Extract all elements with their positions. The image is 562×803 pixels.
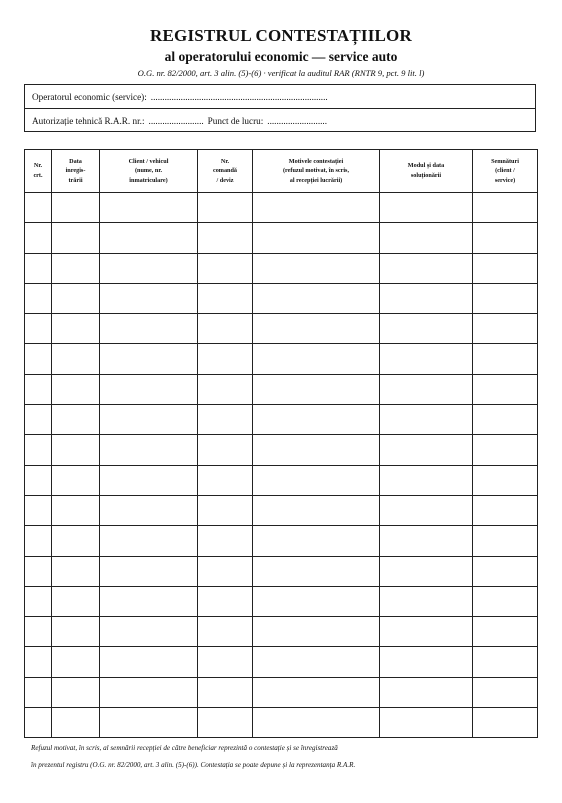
table-cell[interactable] (100, 556, 198, 586)
table-cell[interactable] (380, 253, 473, 283)
table-cell[interactable] (198, 283, 253, 313)
contestations-table (24, 149, 538, 738)
table-cell[interactable] (100, 526, 198, 556)
table-cell[interactable] (25, 526, 52, 556)
table-cell[interactable] (25, 556, 52, 586)
table-cell[interactable] (380, 465, 473, 495)
table-cell[interactable] (52, 405, 100, 435)
table-cell[interactable] (198, 556, 253, 586)
table-row (25, 526, 538, 556)
register-subtitle: al operatorului economic — service auto (164, 49, 398, 64)
table-cell[interactable] (25, 586, 52, 616)
register-title: REGISTRUL CONTESTAȚIILOR (150, 26, 412, 45)
table-cell[interactable] (473, 617, 538, 647)
table-cell[interactable] (100, 223, 198, 253)
table-cell[interactable] (253, 193, 380, 223)
table-cell[interactable] (473, 677, 538, 707)
table-cell[interactable] (380, 314, 473, 344)
table-cell[interactable] (473, 344, 538, 374)
table-cell[interactable] (52, 193, 100, 223)
workpoint-field[interactable]: .......................... (267, 115, 327, 126)
table-cell[interactable] (198, 586, 253, 616)
table-cell[interactable] (100, 708, 198, 738)
operator-info-box (24, 84, 536, 132)
table-cell[interactable] (52, 283, 100, 313)
table-cell[interactable] (100, 495, 198, 525)
table-cell[interactable] (198, 647, 253, 677)
table-cell[interactable] (473, 223, 538, 253)
table-cell[interactable] (100, 435, 198, 465)
table-cell[interactable] (25, 223, 52, 253)
table-row (25, 435, 538, 465)
table-cell[interactable] (253, 586, 380, 616)
table-cell[interactable] (25, 677, 52, 707)
table-cell[interactable] (473, 253, 538, 283)
table-cell[interactable] (380, 193, 473, 223)
column-header-signatures: Semnături (client / service) (473, 150, 538, 193)
footnote-line-1: Refuzul motivat, în scris, al semnării recepției de către beneficiar reprezintă o contestație și se înregistrează (31, 744, 338, 752)
column-header-client-vehicle: Client / vehicul (nume, nr. înmatriculare) (100, 150, 198, 193)
column-header-reasons: Motivele contestației (refuzul motivat, în scris, al recepției lucrării) (253, 150, 380, 193)
table-cell[interactable] (52, 314, 100, 344)
workpoint-label: Punct de lucru: (207, 115, 264, 126)
table-cell[interactable] (25, 253, 52, 283)
table-cell[interactable] (52, 556, 100, 586)
table-cell[interactable] (52, 586, 100, 616)
table-cell[interactable] (52, 253, 100, 283)
table-cell[interactable] (253, 677, 380, 707)
table-cell[interactable] (100, 677, 198, 707)
table-cell[interactable] (198, 405, 253, 435)
table-cell[interactable] (25, 647, 52, 677)
table-cell[interactable] (52, 435, 100, 465)
table-cell[interactable] (100, 253, 198, 283)
table-cell[interactable] (25, 374, 52, 404)
table-cell[interactable] (473, 405, 538, 435)
table-row (25, 374, 538, 404)
table-cell[interactable] (198, 435, 253, 465)
table-cell[interactable] (473, 495, 538, 525)
table-row (25, 556, 538, 586)
table-header-row (25, 150, 538, 193)
table-cell[interactable] (100, 193, 198, 223)
table-cell[interactable] (380, 556, 473, 586)
table-cell[interactable] (473, 708, 538, 738)
table-cell[interactable] (198, 526, 253, 556)
column-header-resolution: Modul și data soluționării (380, 150, 473, 193)
table-cell[interactable] (198, 465, 253, 495)
table-cell[interactable] (100, 586, 198, 616)
table-cell[interactable] (253, 283, 380, 313)
table-row (25, 586, 538, 616)
table-cell[interactable] (473, 465, 538, 495)
table-row (25, 617, 538, 647)
table-cell[interactable] (253, 647, 380, 677)
table-body (25, 193, 538, 738)
table-cell[interactable] (473, 586, 538, 616)
table-cell[interactable] (380, 647, 473, 677)
table-cell[interactable] (52, 344, 100, 374)
table-cell[interactable] (52, 647, 100, 677)
table-row (25, 314, 538, 344)
table-cell[interactable] (473, 435, 538, 465)
table-cell[interactable] (253, 465, 380, 495)
table-cell[interactable] (253, 405, 380, 435)
table-cell[interactable] (473, 374, 538, 404)
table-row (25, 193, 538, 223)
authorization-field[interactable]: ........................ (148, 115, 204, 126)
table-cell[interactable] (380, 617, 473, 647)
table-cell[interactable] (253, 617, 380, 647)
table-row (25, 647, 538, 677)
authorization-label: Autorizație tehnică R.A.R. nr.: (32, 115, 145, 126)
column-header-date: Data inregis- trării (52, 150, 100, 193)
operator-field[interactable]: ............................................................................. (150, 91, 328, 102)
table-cell[interactable] (198, 617, 253, 647)
column-header-nr-crt: Nr. crt. (25, 150, 52, 193)
table-cell[interactable] (380, 374, 473, 404)
table-row (25, 283, 538, 313)
table-cell[interactable] (52, 495, 100, 525)
table-cell[interactable] (52, 374, 100, 404)
column-header-order-number: Nr. comandă / deviz (198, 150, 253, 193)
legal-reference: O.G. nr. 82/2000, art. 3 alin. (5)-(6) · verificat la auditul RAR (RNTR 9, pct. 9 lit. l) (137, 68, 425, 78)
table-cell[interactable] (198, 677, 253, 707)
table-cell[interactable] (100, 405, 198, 435)
table-cell[interactable] (100, 314, 198, 344)
table-row (25, 495, 538, 525)
table-row (25, 708, 538, 738)
table-cell[interactable] (198, 223, 253, 253)
table-cell[interactable] (473, 647, 538, 677)
table-cell[interactable] (25, 283, 52, 313)
table-cell[interactable] (253, 314, 380, 344)
table-cell[interactable] (25, 465, 52, 495)
table-cell[interactable] (100, 374, 198, 404)
table-cell[interactable] (25, 708, 52, 738)
table-row (25, 344, 538, 374)
table-cell[interactable] (198, 344, 253, 374)
table-cell[interactable] (100, 283, 198, 313)
table-cell[interactable] (52, 223, 100, 253)
table-cell[interactable] (473, 556, 538, 586)
table-cell[interactable] (198, 193, 253, 223)
table-cell[interactable] (25, 405, 52, 435)
table-cell[interactable] (100, 465, 198, 495)
table-row (25, 465, 538, 495)
table-cell[interactable] (52, 617, 100, 647)
table-cell[interactable] (52, 677, 100, 707)
table-cell[interactable] (253, 223, 380, 253)
table-cell[interactable] (253, 344, 380, 374)
table-cell[interactable] (380, 495, 473, 525)
table-cell[interactable] (253, 556, 380, 586)
table-cell[interactable] (25, 344, 52, 374)
table-cell[interactable] (380, 283, 473, 313)
table-cell[interactable] (473, 526, 538, 556)
operator-label: Operatorul economic (service): (32, 91, 147, 102)
operator-row (25, 85, 535, 109)
table-cell[interactable] (25, 617, 52, 647)
table-cell[interactable] (473, 283, 538, 313)
table-row (25, 677, 538, 707)
authorization-row (25, 109, 535, 132)
table-cell[interactable] (100, 617, 198, 647)
table-cell[interactable] (198, 708, 253, 738)
table-cell[interactable] (198, 253, 253, 283)
table-cell[interactable] (25, 314, 52, 344)
table-cell[interactable] (253, 253, 380, 283)
table-cell[interactable] (380, 708, 473, 738)
table-cell[interactable] (380, 526, 473, 556)
table-cell[interactable] (52, 465, 100, 495)
table-cell[interactable] (253, 435, 380, 465)
table-cell[interactable] (198, 495, 253, 525)
table-cell[interactable] (380, 435, 473, 465)
table-cell[interactable] (380, 223, 473, 253)
table-cell[interactable] (253, 526, 380, 556)
table-row (25, 405, 538, 435)
table-cell[interactable] (52, 526, 100, 556)
table-row (25, 253, 538, 283)
table-cell[interactable] (380, 344, 473, 374)
table-cell[interactable] (473, 193, 538, 223)
table-cell[interactable] (473, 314, 538, 344)
table-cell[interactable] (380, 405, 473, 435)
table-cell[interactable] (253, 495, 380, 525)
table-cell[interactable] (100, 344, 198, 374)
table-cell[interactable] (253, 374, 380, 404)
table-cell[interactable] (198, 314, 253, 344)
table-cell[interactable] (380, 586, 473, 616)
table-cell[interactable] (198, 374, 253, 404)
table-cell[interactable] (52, 708, 100, 738)
table-cell[interactable] (25, 193, 52, 223)
footnote-line-2: în prezentul registru (O.G. nr. 82/2000, art. 3 alin. (5)-(6)). Contestația se poate depune și la reprezentanța R.A.R. (31, 761, 356, 769)
table-cell[interactable] (25, 495, 52, 525)
table-cell[interactable] (100, 647, 198, 677)
table-row (25, 223, 538, 253)
table-cell[interactable] (25, 435, 52, 465)
table-cell[interactable] (253, 708, 380, 738)
table-cell[interactable] (380, 677, 473, 707)
